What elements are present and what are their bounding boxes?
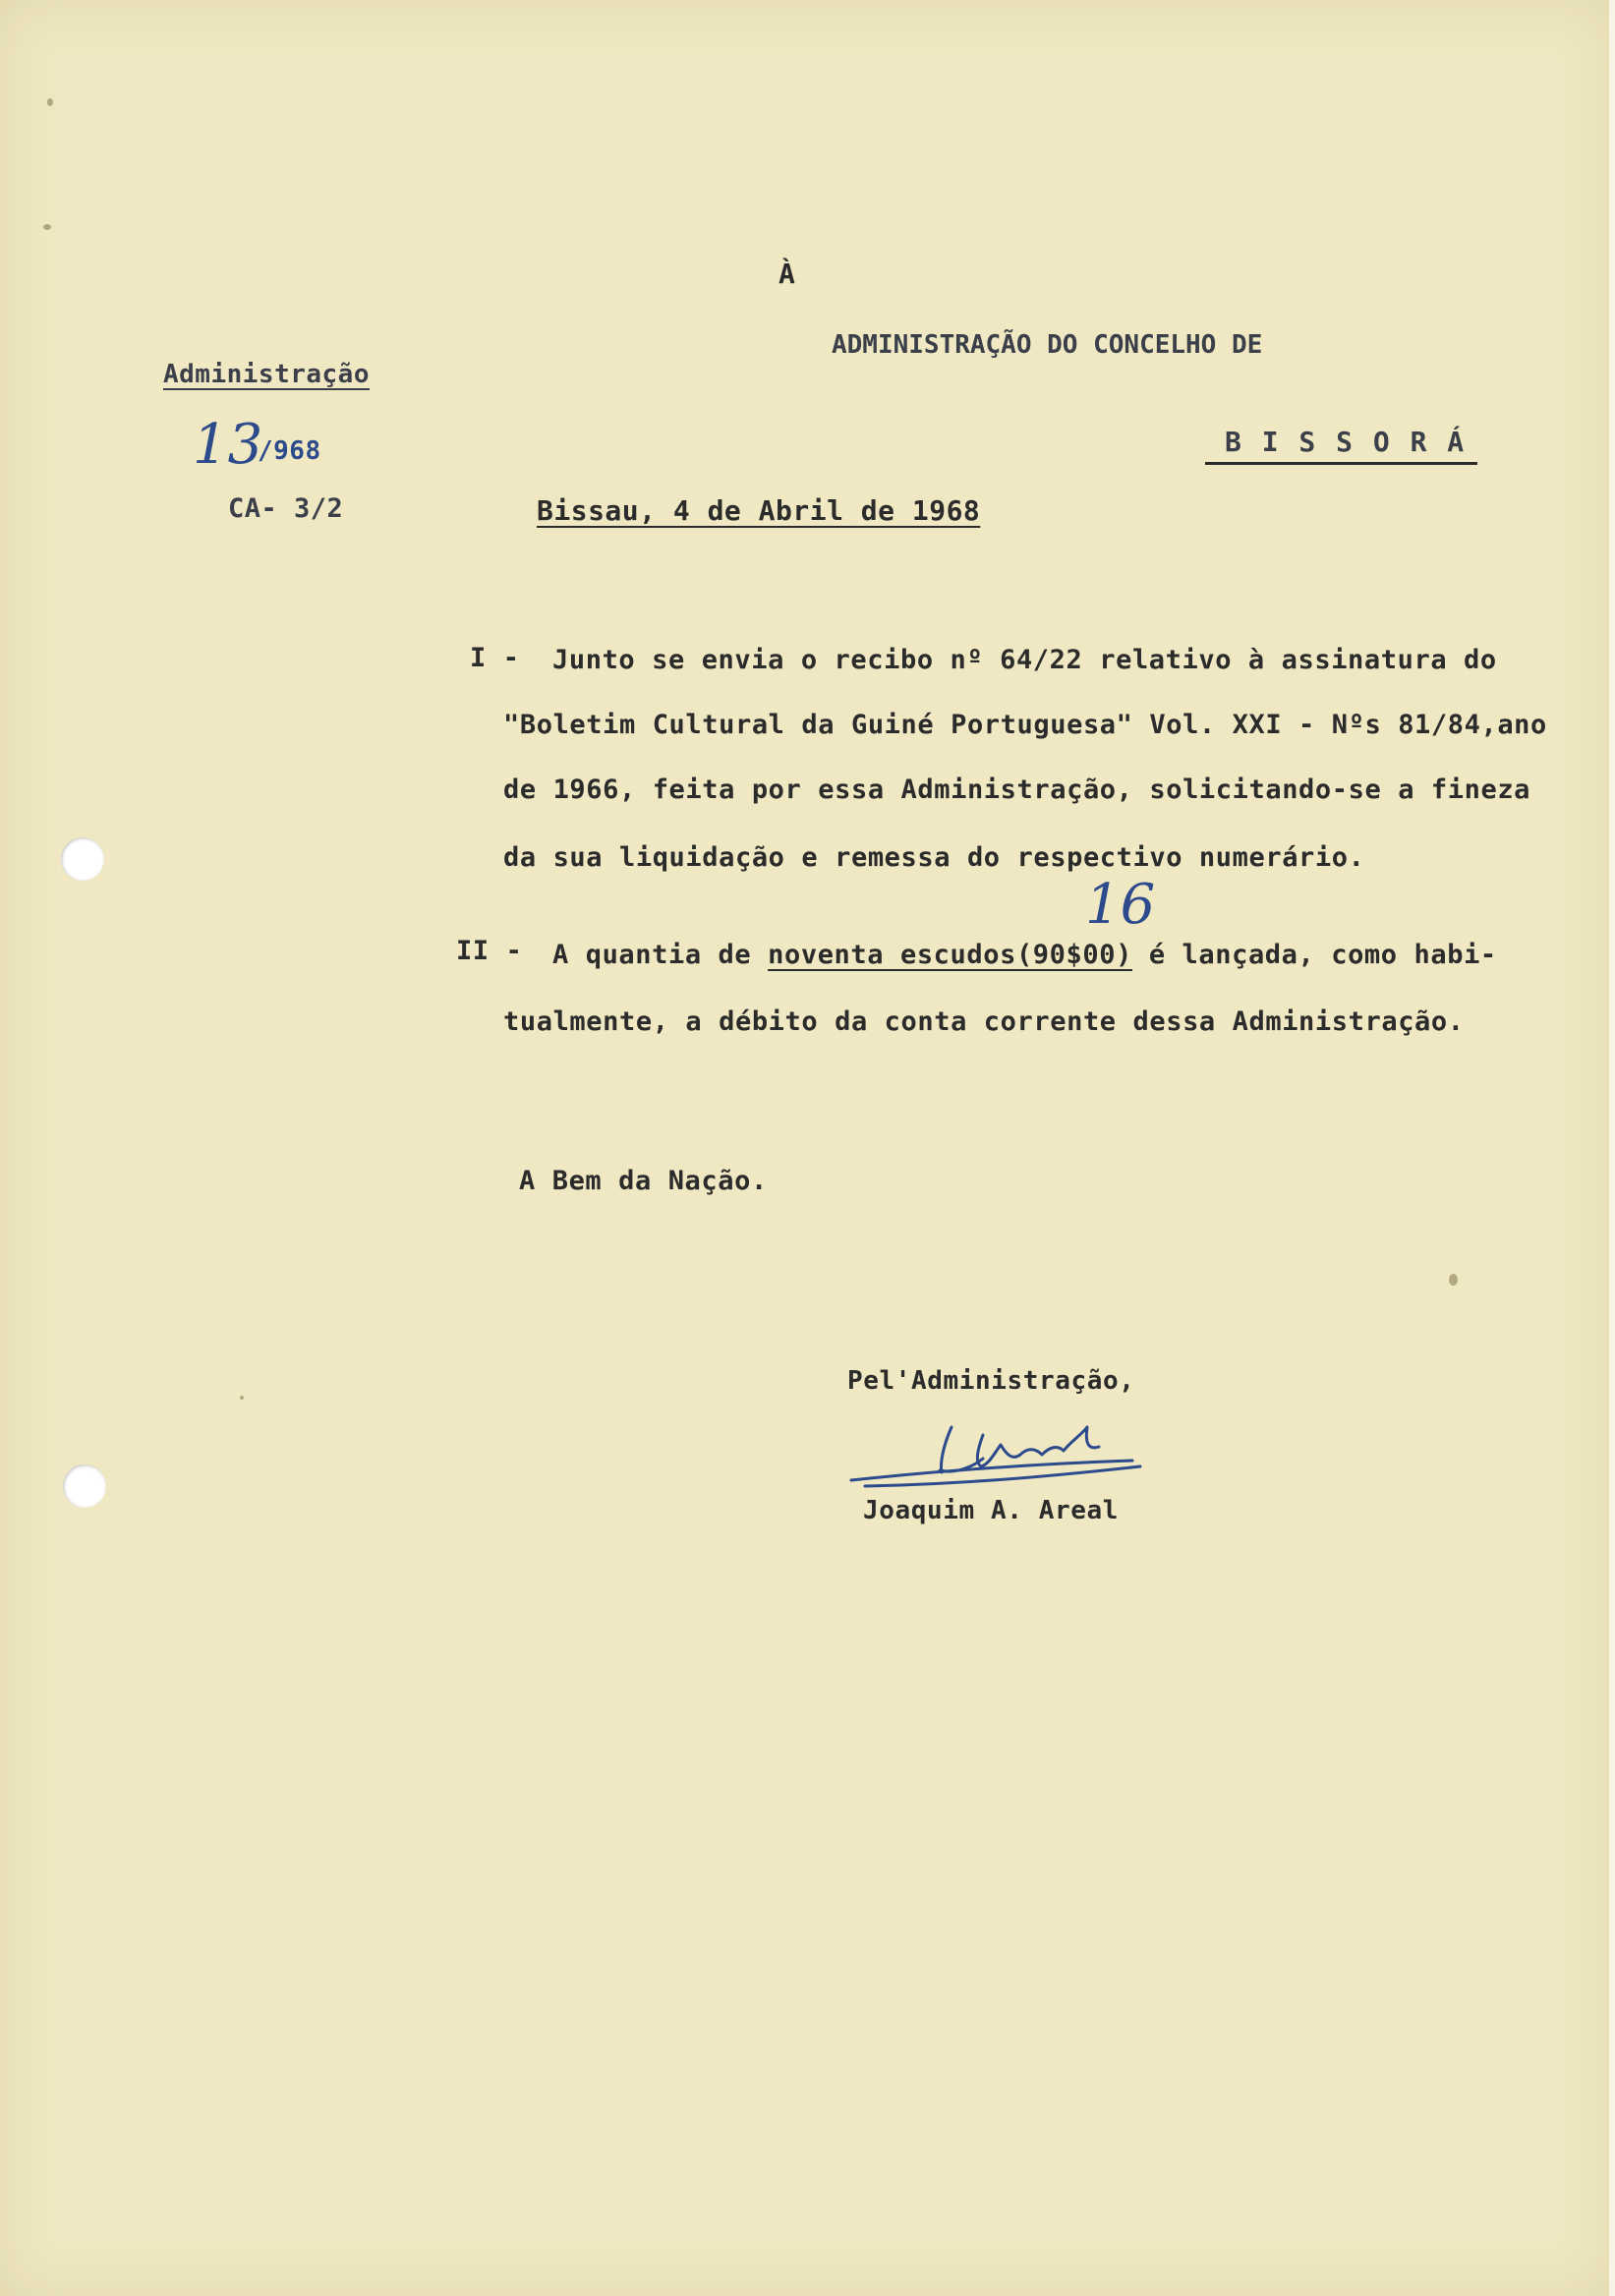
- office-label: Administração: [163, 360, 370, 389]
- punch-hole-top: [61, 837, 104, 881]
- reference-code: CA- 3/2: [228, 493, 344, 524]
- paragraph-2-line-2: tualmente, a débito da conta corrente dessa Administração.: [503, 1006, 1465, 1037]
- closing-salutation: A Bem da Nação.: [519, 1166, 768, 1196]
- paper-speck: [240, 1396, 244, 1400]
- paper-speck: [43, 224, 51, 230]
- recipient-line-1: ADMINISTRAÇÃO DO CONCELHO DE: [832, 330, 1263, 360]
- punch-hole-bottom: [63, 1464, 106, 1508]
- paragraph-1-line: de 1966, feita por essa Administração, solicitando-se a fineza: [503, 775, 1531, 805]
- paragraph-2-numeral: II -: [456, 936, 523, 966]
- paragraph-1-line: "Boletim Cultural da Guiné Portuguesa" Vol. XXI - Nºs 81/84,ano: [503, 710, 1547, 740]
- paper-speck: [1449, 1274, 1458, 1286]
- signature-label: Pel'Administração,: [847, 1366, 1135, 1396]
- paragraph-2-line-1: [552, 940, 1497, 970]
- handwritten-number: 13: [193, 413, 263, 477]
- page-edge: [1609, 0, 1615, 2296]
- date-line: Bissau, 4 de Abril de 1968: [537, 494, 981, 527]
- paragraph-2-text-before: A quantia de: [552, 940, 752, 970]
- signature-scribble: [845, 1406, 1160, 1494]
- paragraph-1-line: da sua liquidação e remessa do respectivo numerário.: [503, 842, 1365, 873]
- paragraph-1-line: Junto se envia o recibo nº 64/22 relativo à assinatura do: [552, 645, 1497, 675]
- signatory-name: Joaquim A. Areal: [863, 1496, 1120, 1525]
- a-mark: À: [779, 258, 796, 290]
- amount-underlined: noventa escudos(90$00): [768, 940, 1132, 970]
- recipient-line-2: B I S S O R Á: [1205, 426, 1477, 465]
- paper-speck: [47, 98, 53, 106]
- handwritten-correction: 16: [1085, 873, 1156, 937]
- number-year: /968: [258, 436, 321, 466]
- paragraph-2-text-after: é lançada, como habi-: [1148, 940, 1497, 970]
- paragraph-1-numeral: I -: [470, 643, 520, 673]
